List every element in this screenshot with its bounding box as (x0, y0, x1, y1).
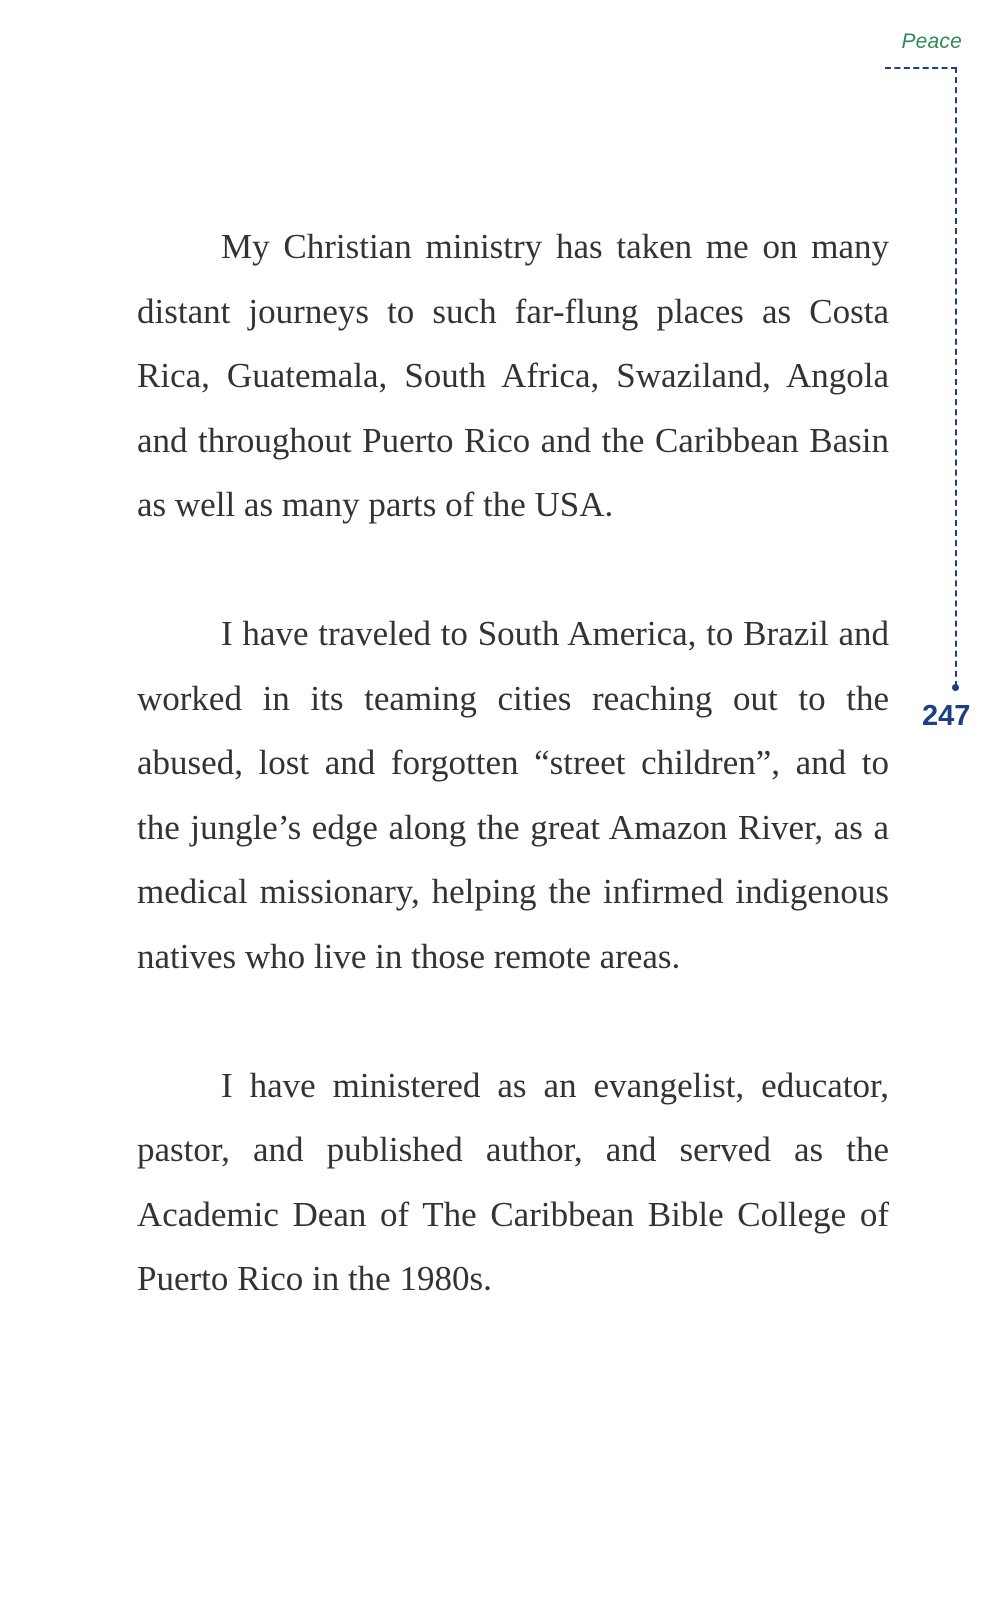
dot-marker-icon (952, 684, 959, 691)
running-header: Peace (901, 30, 962, 53)
body-text (137, 215, 889, 1312)
page-number: 247 (922, 700, 971, 732)
paragraph-1: My Christian ministry has taken me on many distant journeys to such far-flung places as Costa Rica, Guatemala, South Africa, Swaziland, Angola and throughout Puerto Rico and the Caribbean Basin as well as many parts of the USA. (137, 227, 889, 524)
paragraph-2: I have traveled to South America, to Brazil and worked in its teaming cities reaching out to the abused, lost and forgotten “street children”, and to the jungle’s edge along the great Amazon River, as a medical missionary, helping the infirmed indigenous natives who live in those remote areas. (137, 614, 889, 976)
dotted-rule-horizontal (885, 67, 957, 69)
dotted-rule-vertical (955, 67, 957, 687)
paragraph-3: I have ministered as an evangelist, educator, pastor, and published author, and served as the Academic Dean of The Caribbean Bible College of Puerto Rico in the 1980s. (137, 1065, 889, 1298)
